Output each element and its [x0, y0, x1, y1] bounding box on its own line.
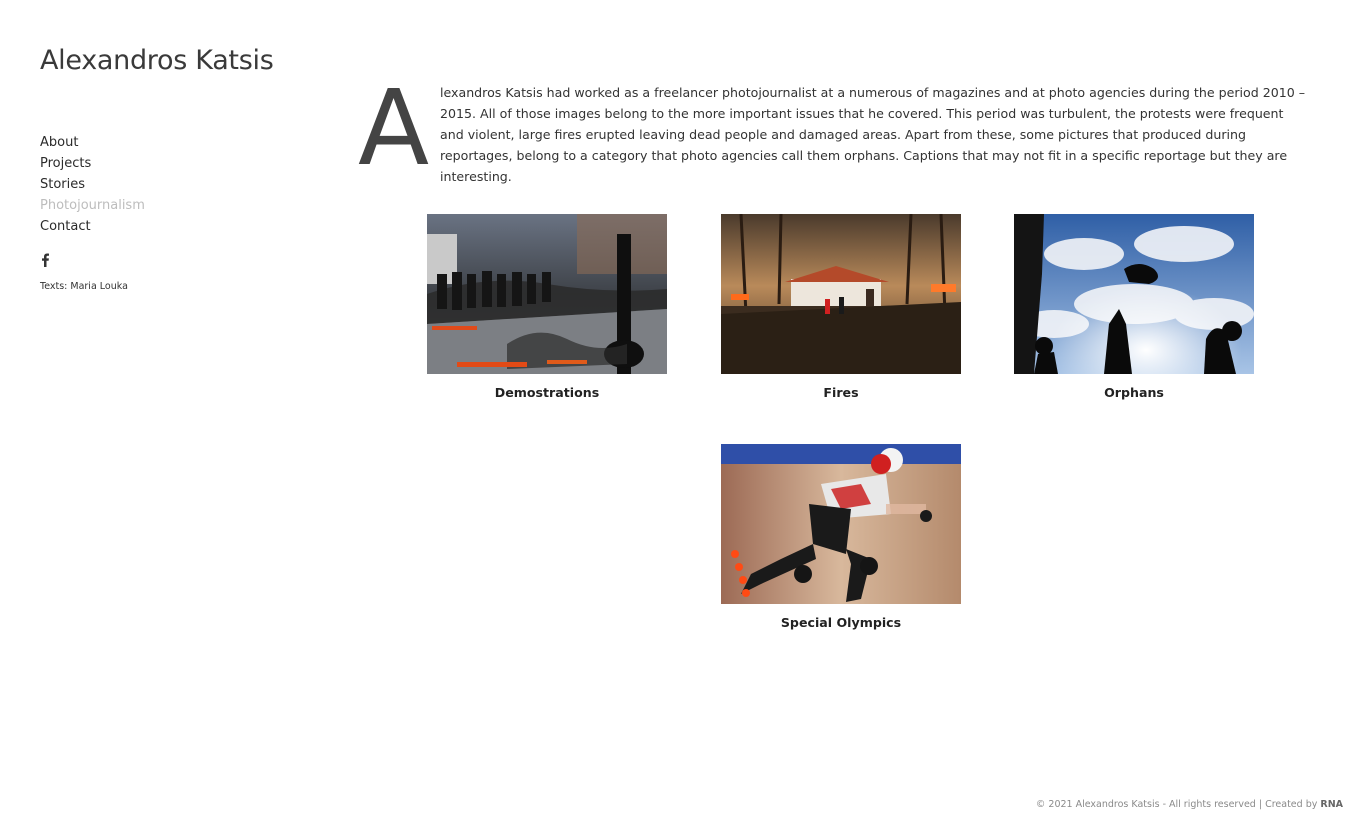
- site-title[interactable]: Alexandros Katsis: [40, 45, 274, 76]
- nav-item-stories[interactable]: Stories: [40, 177, 86, 192]
- nav-item-photojournalism[interactable]: Photojournalism: [40, 198, 145, 213]
- gallery-caption[interactable]: Orphans: [1104, 385, 1164, 400]
- intro-text: lexandros Katsis had worked as a freelancer photojournalist at a numerous of magazines and at photo agencies during the period 2010 – 2015. All of those images belong to the more important issues that he covered. This period was turbulent, the protests were frequent and violent, large fires erupted leaving dead people and damaged areas. Apart from these, some pictures that produced during reportages, belong to a category that photo agencies call them orphans. Captions that may not fit in a specific reportage but they are interesting.: [440, 85, 1306, 184]
- orphans-thumbnail[interactable]: [1014, 214, 1254, 374]
- footer-creator-link[interactable]: RNA: [1320, 799, 1343, 810]
- main-nav: [40, 132, 300, 237]
- nav-item-contact[interactable]: Contact: [40, 219, 91, 234]
- credits-text: Texts: Maria Louka: [40, 281, 128, 292]
- footer: [1036, 799, 1343, 811]
- fires-thumbnail[interactable]: [721, 214, 961, 374]
- gallery-caption[interactable]: Special Olympics: [780, 615, 902, 630]
- intro-section: [358, 67, 1308, 200]
- gallery-card-special-olympics[interactable]: [721, 444, 961, 631]
- sidebar: [40, 44, 300, 293]
- facebook-icon[interactable]: [40, 253, 50, 267]
- footer-copyright: © 2021 Alexandros Katsis - All rights reserved | Created by: [1035, 799, 1321, 810]
- gallery-card-demostrations[interactable]: [427, 214, 667, 401]
- gallery-card-orphans[interactable]: [1014, 214, 1254, 401]
- nav-item-about[interactable]: About: [40, 135, 79, 150]
- special-olympics-thumbnail[interactable]: [721, 444, 961, 604]
- gallery-caption[interactable]: Fires: [823, 385, 859, 400]
- nav-item-projects[interactable]: Projects: [40, 156, 92, 171]
- gallery-caption[interactable]: Demostrations: [494, 385, 600, 400]
- gallery-card-fires[interactable]: [721, 214, 961, 401]
- intro-dropcap: A: [358, 67, 430, 189]
- demostrations-thumbnail[interactable]: [427, 214, 667, 374]
